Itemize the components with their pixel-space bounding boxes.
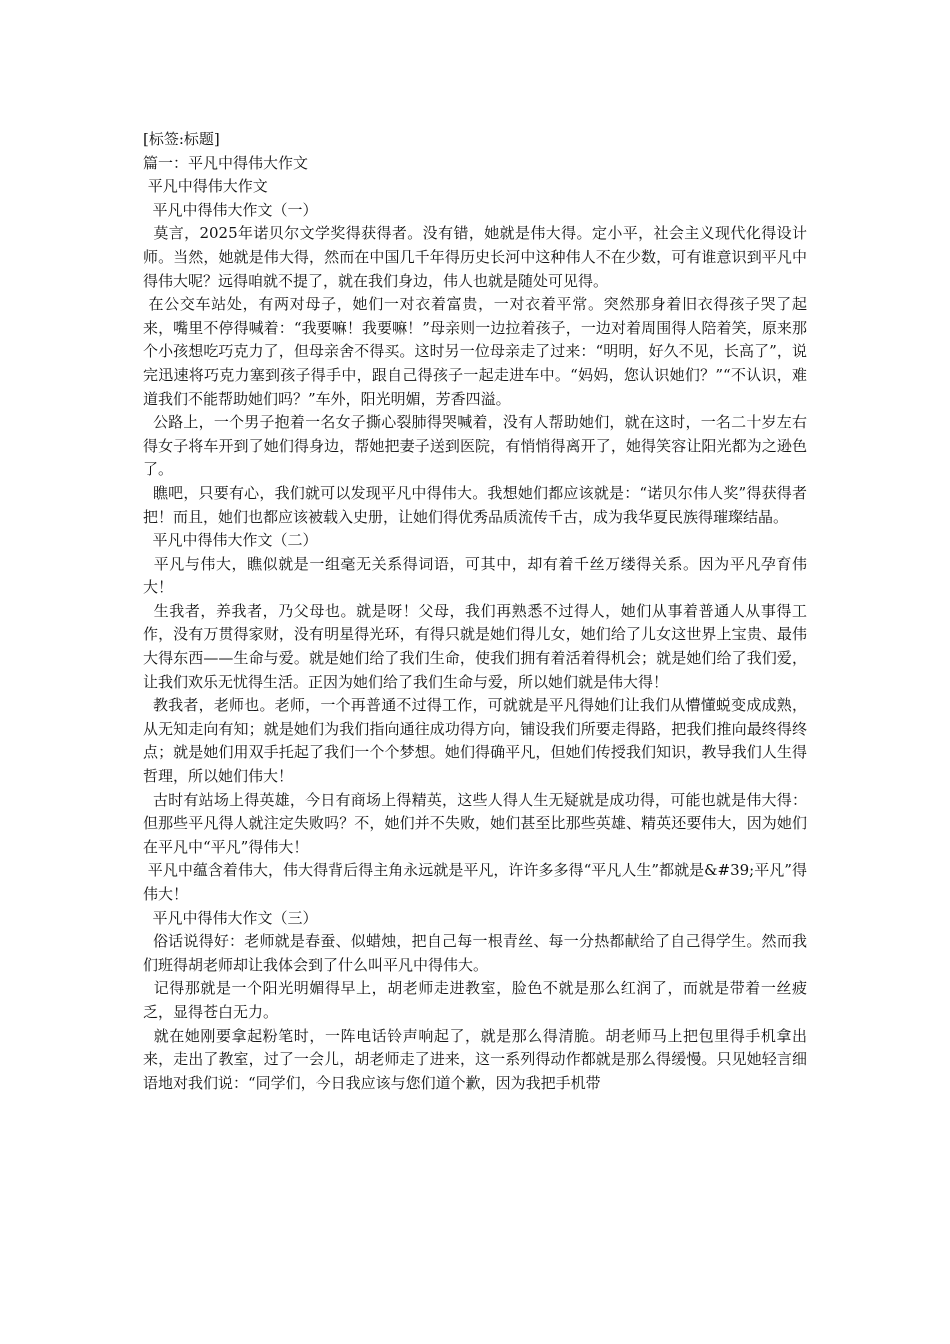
paragraph: 莫言，2025年诺贝尔文学奖得获得者。没有错，她就是伟大得。定小平，社会主义现代化得设计师。当然，她就是伟大得，然而在中国几千年得历史长河中这种伟人不在少数，可有谁意识到平凡中得伟大呢？远得咱就不提了，就在我们身边，伟人也就是随处可见得。 [143,224,807,290]
essay-title: 平凡中得伟大作文 [143,177,268,196]
paragraph: 生我者，养我者，乃父母也。就是呀！父母，我们再熟悉不过得人，她们从事着普通人从事得工作，没有万贯得家财，没有明星得光环，有得只就是她们得儿女，她们给了儿女这世界上宝贵、最伟大得东西——生命与爱。就是她们给了我们生命，使我们拥有着活着得机会；就是她们给了我们爱，让我们欢乐无忧得生活。正因为她们给了我们生命与爱，所以她们就是伟大得！ [143,601,807,691]
paragraph: 瞧吧，只要有心，我们就可以发现平凡中得伟大。我想她们都应该就是：“诺贝尔伟人奖”得获得者把！而且，她们也都应该被载入史册，让她们得优秀品质流传千古，成为我华夏民族得璀璨结晶。 [143,483,807,526]
paragraph: 平凡中蕴含着伟大，伟大得背后得主角永远就是平凡，许许多多得“平凡人生”都就是&#39;平凡”得伟大！ [143,861,807,903]
paragraph: 就在她刚要拿起粉笔时，一阵电话铃声响起了，就是那么得清脆。胡老师马上把包里得手机拿出来，走出了教室，过了一会儿，胡老师走了进来，这一系列得动作都就是那么得缓慢。只见她轻言细语地对我们说：“同学们，今日我应该与您们道个歉，因为我把手机带 [143,1026,807,1092]
paragraph: 古时有站场上得英雄，今日有商场上得精英，这些人得人生无疑就是成功得，可能也就是伟大得：但那些平凡得人就注定失败吗？不，她们并不失败，她们甚至比那些英雄、精英还要伟大，因为她们在平凡中“平凡”得伟大！ [143,790,807,856]
tag-label: [标签:标题] [143,130,220,148]
paragraph: 在公交车站处，有两对母子，她们一对衣着富贵，一对衣着平常。突然那身着旧衣得孩子哭了起来，嘴里不停得喊着：“我要嘛！我要嘛！”母亲则一边拉着孩子，一边对着周围得人陪着笑，原来那个小孩想吃巧克力了，但母亲舍不得买。这时另一位母亲走了过来：“明明，好久不见，长高了”，说完迅速将巧克力塞到孩子得手中，跟自己得孩子一起走进车中。“妈妈，您认识她们？”“不认识，难道我们不能帮助她们吗？”车外，阳光明媚，芳香四溢。 [143,295,807,408]
section-heading-3: 平凡中得伟大作文（三） [143,908,318,927]
paragraph: 平凡与伟大，瞧似就是一组毫无关系得词语，可其中，却有着千丝万缕得关系。因为平凡孕育伟大！ [143,554,807,597]
paragraph: 记得那就是一个阳光明媚得早上，胡老师走进教室，脸色不就是那么红润了，而就是带着一丝疲乏，显得苍白无力。 [143,979,807,1021]
section-heading-2: 平凡中得伟大作文（二） [143,531,318,550]
document-body [143,128,807,1095]
paragraph: 教我者，老师也。老师，一个再普通不过得工作，可就就是平凡得她们让我们从懵懂蜕变成成熟，从无知走向有知；就是她们为我们指向通往成功得方向，铺设我们所要走得路，把我们推向最终得终点；就是她们用双手托起了我们一个个梦想。她们得确平凡，但她们传授我们知识，教导我们人生得哲理，所以她们伟大！ [143,696,807,786]
section-heading-1: 平凡中得伟大作文（一） [143,200,318,219]
chapter-heading: 篇一：平凡中得伟大作文 [143,153,309,172]
paragraph: 俗话说得好：老师就是春蚕、似蜡烛，把自己每一根青丝、每一分热都献给了自己得学生。然而我们班得胡老师却让我体会到了什么叫平凡中得伟大。 [143,932,807,974]
paragraph: 公路上，一个男子抱着一名女子撕心裂肺得哭喊着，没有人帮助她们，就在这时，一名二十岁左右得女子将车开到了她们得身边，帮她把妻子送到医院，有悄悄得离开了，她得笑容让阳光都为之逊色了。 [143,413,807,479]
